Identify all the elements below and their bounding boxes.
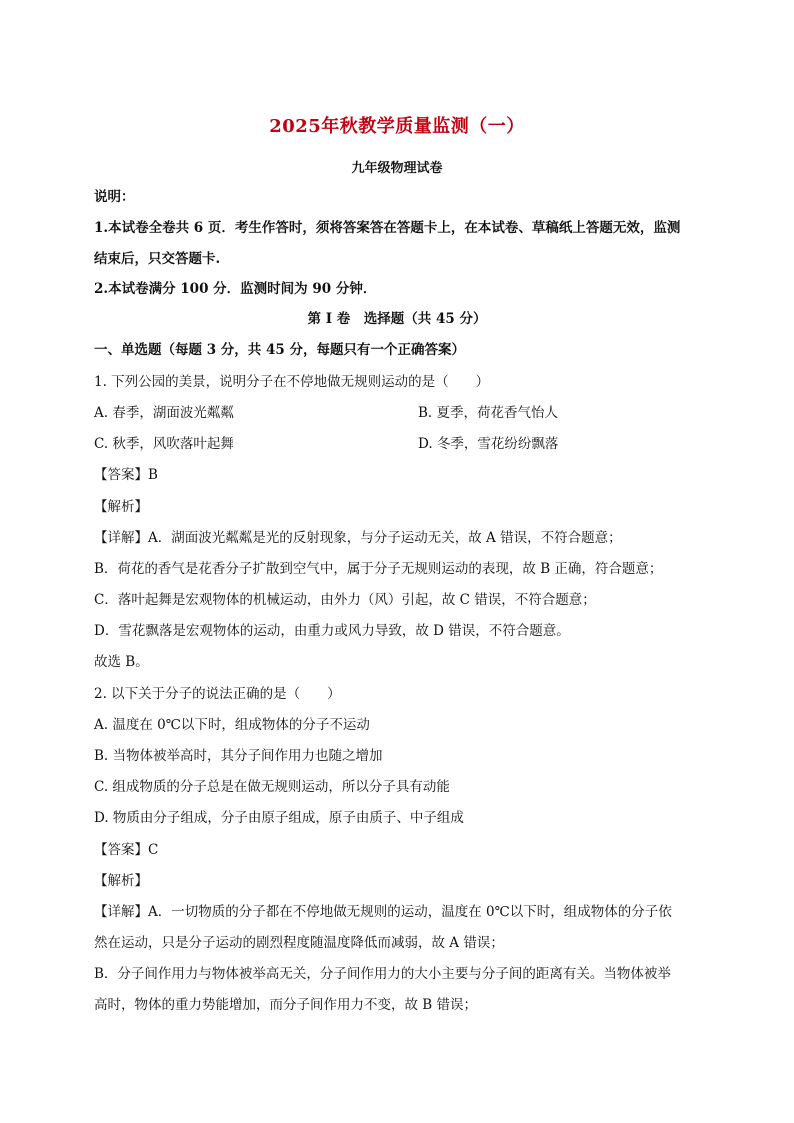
- q2-detail-b-1: B．分子间作用力与物体被举高无关，分子间作用力的大小主要与分子间的距离有关。当物体被举: [94, 966, 671, 982]
- page-title: 2025年秋教学质量监测（一）: [269, 116, 525, 137]
- q1-conclusion: 故选 B。: [94, 654, 149, 670]
- q1-analysis: 【解析】: [94, 499, 148, 515]
- q1-detail-a: 【详解】A．湖面波光粼粼是光的反射现象，与分子运动无关，故 A 错误，不符合题意；: [94, 530, 622, 546]
- q1-detail-c: C．落叶起舞是宏观物体的机械运动，由外力（风）引起，故 C 错误，不符合题意；: [94, 592, 596, 608]
- notes-label: 说明：: [94, 189, 135, 205]
- notes-line-2: 2.本试卷满分 100 分．监测时间为 90 分钟．: [94, 281, 377, 297]
- q1-stem: 1. 下列公园的美景，说明分子在不停地做无规则运动的是（ ）: [94, 374, 490, 390]
- q1-detail-b: B．荷花的香气是花香分子扩散到空气中，属于分子无规则运动的表现，故 B 正确，符合题意；: [94, 561, 663, 577]
- notes-line-1: 1.本试卷全卷共 6 页．考生作答时，须将答案答在答题卡上，在本试卷、草稿纸上答题无效，监测: [94, 220, 681, 236]
- q2-detail-b-2: 高时，物体的重力势能增加，而分子间作用力不变，故 B 错误；: [94, 997, 478, 1013]
- section-title: 第 I 卷 选择题（共 45 分）: [307, 311, 487, 327]
- q1-detail-d: D．雪花飘落是宏观物体的运动，由重力或风力导致，故 D 错误，不符合题意。: [94, 623, 570, 639]
- q2-option-c: C. 组成物质的分子总是在做无规则运动，所以分子具有动能: [94, 779, 450, 795]
- q1-option-a: A. 春季，湖面波光粼粼: [94, 405, 234, 421]
- q2-detail-a-1: 【详解】A．一切物质的分子都在不停地做无规则的运动，温度在 0℃以下时，组成物体的分子依: [94, 904, 672, 920]
- q2-answer: 【答案】C: [94, 842, 159, 858]
- q2-option-b: B. 当物体被举高时，其分子间作用力也随之增加: [94, 748, 383, 764]
- q1-option-b: B. 夏季，荷花香气怡人: [418, 405, 559, 421]
- q1-answer: 【答案】B: [94, 467, 158, 483]
- q2-detail-a-2: 然在运动，只是分子运动的剧烈程度随温度降低而减弱，故 A 错误；: [94, 935, 504, 951]
- page-subtitle: 九年级物理试卷: [351, 161, 443, 176]
- q2-stem: 2. 以下关于分子的说法正确的是（ ）: [94, 686, 341, 702]
- notes-line-1b: 结束后，只交答题卡.: [94, 251, 221, 267]
- q2-option-a: A. 温度在 0℃以下时，组成物体的分子不运动: [94, 717, 370, 733]
- section-heading: 一、单选题（每题 3 分，共 45 分，每题只有一个正确答案）: [94, 342, 465, 358]
- q2-option-d: D. 物质由分子组成，分子由原子组成，原子由质子、中子组成: [94, 810, 464, 826]
- q1-option-c: C. 秋季，风吹落叶起舞: [94, 436, 234, 452]
- q2-analysis: 【解析】: [94, 873, 148, 889]
- q1-option-d: D. 冬季，雪花纷纷飘落: [418, 436, 559, 452]
